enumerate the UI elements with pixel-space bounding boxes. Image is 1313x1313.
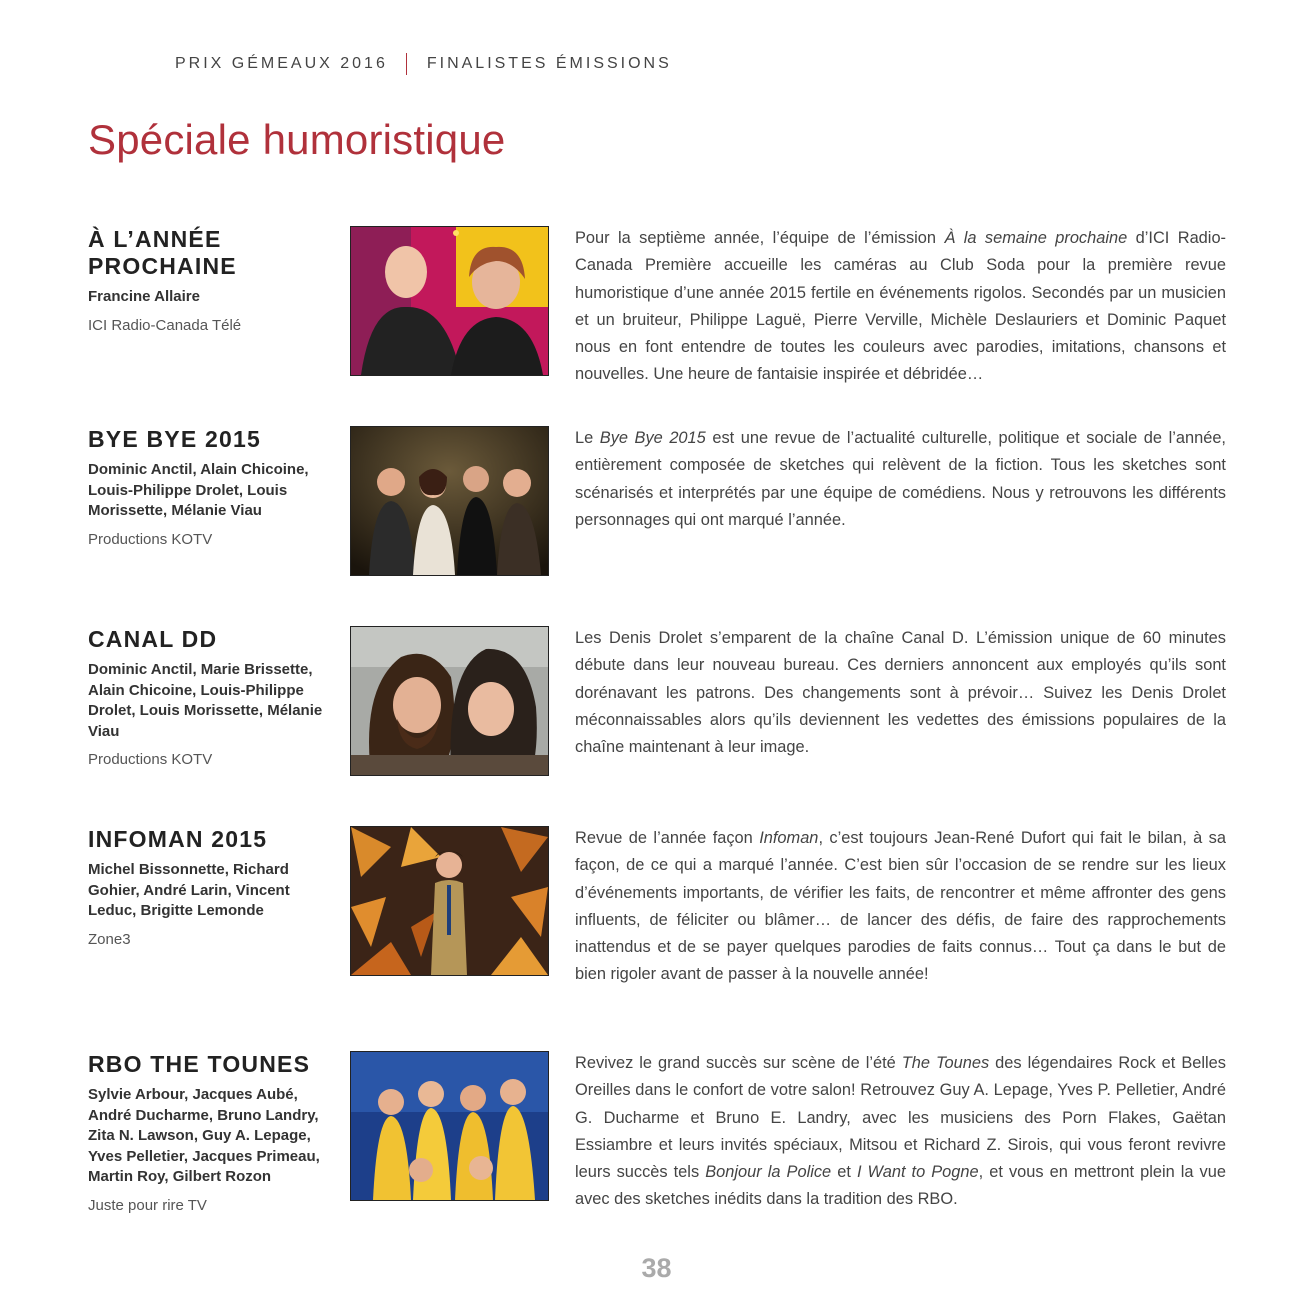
- show-description: Les Denis Drolet s’emparent de la chaîne Canal D. L’émission unique de 60 minutes débute dans leur nouveau bureau. Ces derniers annoncent aux employés qu’ils sont dorénavant les patrons. Des changements sont à prévoir… Suivez les Denis Drolet méconnaissables alors qu’ils deviennent les vedettes des émissions populaires de la chaîne maintenant à leur image.: [575, 629, 1226, 757]
- show-credits: Francine Allaire: [88, 288, 200, 305]
- show-photo: [350, 426, 549, 576]
- section-title: Spéciale humoristique: [88, 116, 506, 163]
- show-photo: [350, 626, 549, 776]
- show-title: CANAL DD: [88, 626, 218, 652]
- show-producer: Productions KOTV: [88, 751, 213, 768]
- show-credits: Michel Bissonnette, Richard Gohier, André Larin, Vincent Leduc, Brigitte Lemonde: [88, 861, 290, 919]
- show-producer: Productions KOTV: [88, 530, 213, 548]
- header-divider: [406, 53, 407, 75]
- show-title: À L’ANNÉE PROCHAINE: [88, 226, 237, 279]
- show-description: Revivez le grand succès sur scène de l’été The Tounes des légendaires Rock et Belles Oreilles dans le confort de votre salon! Retrouvez Guy A. Lepage, Yves P. Pelletier, André G. Ducharme et Bruno E. Landry, avec les musiciens des Porn Flakes, Gaëtan Essiambre et leurs invités spéciaux, Mitsou et Richard Z. Sirois, qui vous feront revivre leurs succès tels Bonjour la Police et I Want to Pogne, et vous en mettront plein la vue avec des sketches inédits dans la tradition des RBO.: [575, 1054, 1226, 1209]
- header-section: FINALISTES ÉMISSIONS: [426, 55, 672, 72]
- running-header: [175, 52, 672, 76]
- show-title: INFOMAN 2015: [88, 826, 268, 852]
- show-credits: Sylvie Arbour, Jacques Aubé, André Ducharme, Bruno Landry, Zita N. Lawson, Guy A. Lepage, Yves Pelletier, Jacques Primeau, Martin Roy, Gilbert Rozon: [88, 1086, 320, 1185]
- italic-title: Infoman: [759, 829, 819, 847]
- show-description: Revue de l’année façon Infoman, c’est toujours Jean-René Dufort qui fait le bilan, à sa façon, de ce qui a marqué l’année. C’est bien sûr l’occasion de se rendre sur les lieux d’événements importants, de vérifier les faits, de rencontrer et même affronter des gens influents, de féliciter ou blâmer… de lancer des défis, de faire des rapprochements inattendus et de se payer quelques parodies de faits connus… Tout ça dans le but de bien rigoler avant de passer à la nouvelle année!: [575, 829, 1226, 984]
- entry-meta: [88, 1051, 338, 1216]
- show-photo: [350, 1051, 549, 1201]
- entry-meta: [88, 826, 338, 950]
- show-producer: Juste pour rire TV: [88, 1196, 207, 1214]
- show-title: BYE BYE 2015: [88, 426, 261, 452]
- show-credits: Dominic Anctil, Marie Brissette, Alain Chicoine, Louis-Philippe Drolet, Louis Morissette, Mélanie Viau: [88, 661, 323, 740]
- show-photo: [350, 226, 549, 376]
- entry-meta: [88, 226, 338, 336]
- italic-title: Bonjour la Police: [705, 1163, 832, 1182]
- italic-title: The Tounes: [901, 1054, 990, 1072]
- italic-title: Bye Bye 2015: [599, 429, 706, 447]
- header-publication: PRIX GÉMEAUX 2016: [175, 55, 388, 72]
- italic-title: À la semaine prochaine: [944, 229, 1128, 247]
- show-producer: Zone3: [88, 930, 131, 948]
- entry-meta: [88, 626, 338, 770]
- show-producer: ICI Radio-Canada Télé: [88, 316, 242, 334]
- show-description: Pour la septième année, l’équipe de l’émission À la semaine prochaine d’ICI Radio-Canada Première accueille les caméras au Club Soda pour la première revue humoristique d’une année 2015 fertile en événements rigolos. Secondés par un musicien et un bruiteur, Philippe Laguë, Pierre Verville, Michèle Deslauriers et Dominic Paquet nous en font entendre de toutes les couleurs avec parodies, imitations, chansons et nouvelles. Une heure de fantaisie inspirée et débridée…: [575, 229, 1227, 384]
- show-description: Le Bye Bye 2015 est une revue de l’actualité culturelle, politique et sociale de l’année, entièrement composée de sketches qui relèvent de la fiction. Tous les sketches sont scénarisés et interprétés par une équipe de comédiens. Nous y retrouvons les différents personnages qui ont marqué l’année.: [575, 429, 1226, 529]
- show-title: RBO THE TOUNES: [88, 1051, 311, 1077]
- page-number: 38: [641, 1253, 672, 1283]
- italic-title: I Want to Pogne: [856, 1163, 979, 1182]
- show-photo: [350, 826, 549, 976]
- show-credits: Dominic Anctil, Alain Chicoine, Louis-Philippe Drolet, Louis Morissette, Mélanie Viau: [88, 461, 309, 519]
- entry-meta: [88, 426, 338, 550]
